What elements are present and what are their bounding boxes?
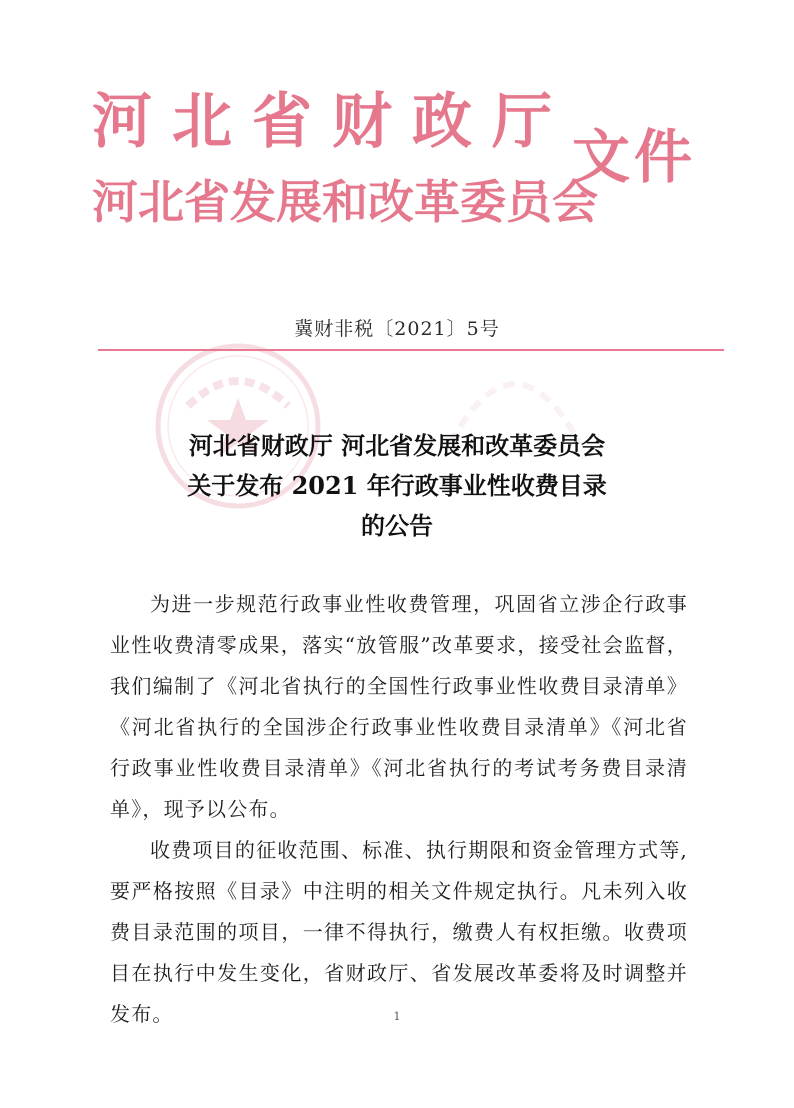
- document-number: 冀财非税〔2021〕5号: [294, 318, 500, 340]
- body-paragraph-2: 收费项目的征收范围、标准、执行期限和资金管理方式等,要严格按照《目录》中注明的相关文件规定执行。凡未列入收费目录范围的项目，一律不得执行，缴费人有权拒缴。收费项目在执行中发生变化，省财政厅、省发展改革委将及时调整并发布。: [110, 838, 688, 1026]
- letterhead-suffix: 文件: [572, 123, 697, 191]
- document-title: [0, 426, 794, 546]
- letterhead-divider: [98, 349, 724, 351]
- letterhead-org-finance: 河北省财政厅: [92, 87, 572, 157]
- title-line-3: 的公告: [361, 511, 433, 540]
- body-paragraph-1: 为进一步规范行政事业性收费管理，巩固省立涉企行政事业性收费清零成果，落实“放管服”改革要求，接受社会监督，我们编制了《河北省执行的全国性行政事业性收费目录清单》《河北省执行的全国涉企行政事业性收费目录清单》《河北省行政事业性收费目录清单》《河北省执行的考试考务费目录清单》，现予以公布。: [110, 592, 688, 821]
- title-line-1: 河北省财政厅 河北省发展和改革委员会: [188, 431, 606, 460]
- document-body: [110, 584, 688, 1035]
- letterhead-org-ndrc: 河北省发展和改革委员会: [92, 175, 598, 229]
- title-line-2: 关于发布 2021 年行政事业性收费目录: [187, 471, 607, 500]
- page-number: 1: [393, 1010, 401, 1023]
